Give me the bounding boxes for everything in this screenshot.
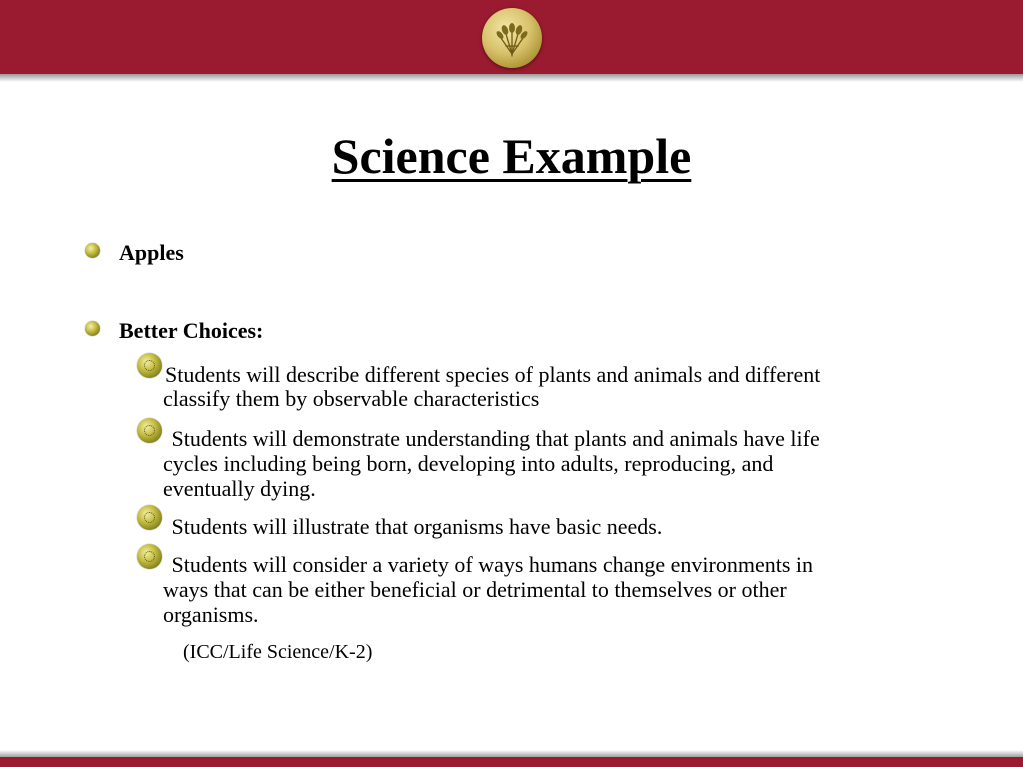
sub-bullet-icon: [137, 353, 162, 378]
bullet-icon: [85, 243, 100, 258]
wheat-sheaf-icon: [482, 8, 542, 68]
citation: (ICC/Life Science/K-2): [183, 641, 373, 663]
slide-title: Science Example: [331, 128, 692, 184]
sub-bullet-2-line-3: eventually dying.: [163, 476, 316, 501]
sub-bullet-3-line-1: Students will illustrate that organisms have basic needs.: [166, 514, 663, 539]
sub-bullet-1-line-1: Students will describe different species of plants and animals and different: [165, 362, 821, 387]
header-shadow: [0, 74, 1023, 82]
bullet-icon: [85, 321, 100, 336]
sub-bullet-1-line-2: classify them by observable characteristics: [163, 386, 540, 411]
sub-bullet-2-line-1: Students will demonstrate understanding that plants and animals have life: [166, 426, 820, 451]
footer-bar: [0, 757, 1023, 767]
sub-bullet-2-line-2: cycles including being born, developing into adults, reproducing, and: [163, 451, 774, 476]
sub-bullet-4-line-1: Students will consider a variety of ways humans change environments in: [166, 552, 814, 577]
sub-bullet-icon: [137, 505, 162, 530]
sub-bullet-icon: [137, 418, 162, 443]
sub-bullet-4-line-3: organisms.: [163, 602, 259, 627]
bullet-better-choices: Better Choices:: [119, 318, 264, 343]
footer-shadow: [0, 750, 1023, 757]
bullet-apples: Apples: [119, 240, 184, 265]
sub-bullet-4-line-2: ways that can be either beneficial or detrimental to themselves or other: [163, 577, 787, 602]
sub-bullet-icon: [137, 544, 162, 569]
